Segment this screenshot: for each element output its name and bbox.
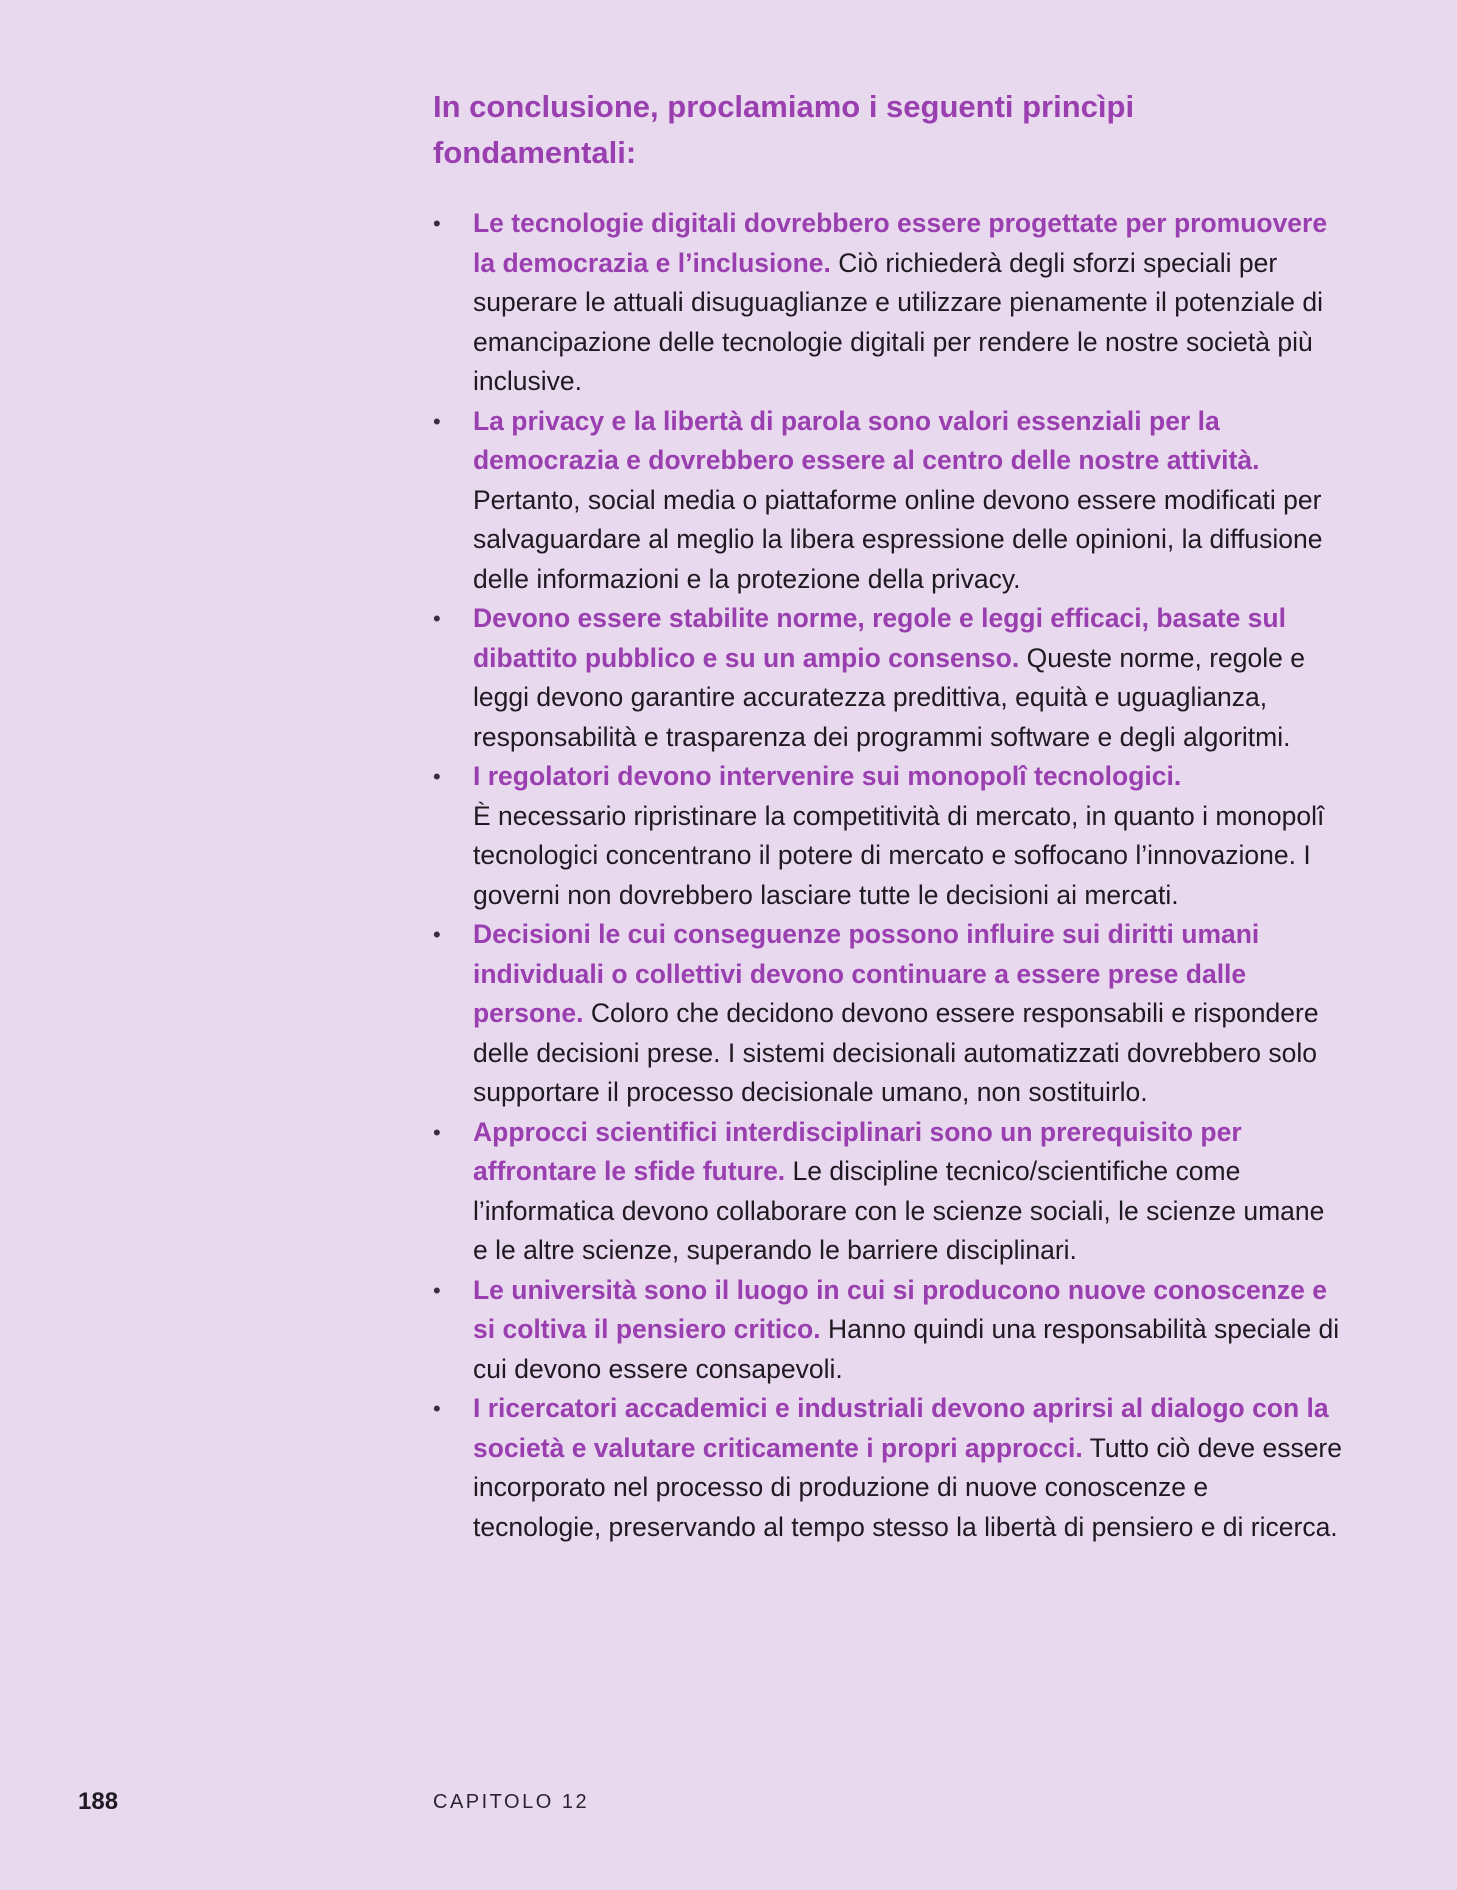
principle-lead: Devono essere stabilite norme, regole e leggi efficaci, basate sul dibattito pubblico e su un ampio consenso. [473, 603, 1286, 673]
principle-text: Le discipline tecnico/scientifiche come l’informatica devono collaborare con le scienze sociali, le scienze umane e le altre scienze, superando le barriere disciplinari. [473, 1156, 1325, 1265]
principle-lead: Decisioni le cui conseguenze possono influire sui diritti umani individuali o collettivi devono continuare a essere prese dalle persone. [473, 919, 1260, 1028]
list-item [433, 599, 1343, 757]
list-item [433, 1271, 1343, 1390]
principle-lead: Le tecnologie digitali dovrebbero essere progettate per promuovere la democrazia e l’inclusione. [473, 208, 1328, 278]
principle-lead: La privacy e la libertà di parola sono valori essenziali per la democrazia e dovrebbero essere al centro delle nostre attività. [473, 405, 1260, 475]
bullet-icon: • [433, 211, 441, 236]
principle-lead: Le università sono il luogo in cui si producono nuove conoscenze e si coltiva il pensiero critico. [473, 1274, 1328, 1344]
list-item [433, 1389, 1343, 1547]
bullet-icon: • [433, 1277, 441, 1303]
principle-text: Ciò richiederà degli sforzi speciali per superare le attuali disuguaglianze e utilizzare pienamente il potenziale di emancipazione delle tecnologie digitali per rendere le nostre società più inclusive. [473, 247, 1324, 396]
principle-text: Pertanto, social media o piattaforme online devono essere modificati per salvaguardare al meglio la libera espressione delle opinioni, la diffusione delle informazioni e la protezione della privacy. [473, 484, 1323, 594]
bullet-icon: • [433, 764, 441, 789]
bullet-icon: • [433, 408, 441, 434]
principle-text: Hanno quindi una responsabilità speciale di cui devono essere consapevoli. [473, 1314, 1340, 1384]
principle-lead: I regolatori devono intervenire sui monopolî tecnologici. [473, 761, 1182, 791]
principle-lead: Approcci scientifici interdisciplinari sono un prerequisito per affrontare le sfide future. [473, 1116, 1242, 1186]
principle-text: Queste norme, regole e leggi devono garantire accuratezza predittiva, equità e uguaglianza, responsabilità e trasparenza dei programmi software e degli algoritmi. [473, 642, 1305, 752]
principle-text: Tutto ciò deve essere incorporato nel processo di produzione di nuove conoscenze e tecnologie, preservando al tempo stesso la libertà di pensiero e di ricerca. [473, 1432, 1342, 1542]
principles-list [433, 204, 1343, 1547]
bullet-icon: • [433, 922, 441, 947]
page-number: 188 [78, 1788, 119, 1815]
list-item [433, 204, 1343, 402]
list-item [433, 915, 1343, 1113]
list-item [433, 1113, 1343, 1271]
principle-text: Coloro che decidono devono essere responsabili e rispondere delle decisioni prese. I sistemi decisionali automatizzati dovrebbero solo supportare il processo decisionale umano, non sostituirlo. [473, 998, 1319, 1107]
list-item [433, 402, 1343, 600]
bullet-icon: • [433, 606, 441, 631]
principle-text: È necessario ripristinare la competitività di mercato, in quanto i monopolî tecnologici concentrano il potere di mercato e soffocano l’innovazione. I governi non dovrebbero lasciare tutte le decisioni ai mercati. [473, 800, 1325, 910]
list-item [433, 757, 1343, 915]
bullet-icon: • [433, 1119, 441, 1145]
section-heading: In conclusione, proclamiamo i seguenti princìpi fondamentali: [433, 89, 1135, 170]
page-content [433, 84, 1343, 1547]
principle-lead: I ricercatori accademici e industriali devono aprirsi al dialogo con la società e valutare criticamente i propri approcci. [473, 1393, 1329, 1463]
bullet-icon: • [433, 1396, 441, 1421]
running-head: CAPITOLO 12 [433, 1791, 590, 1813]
